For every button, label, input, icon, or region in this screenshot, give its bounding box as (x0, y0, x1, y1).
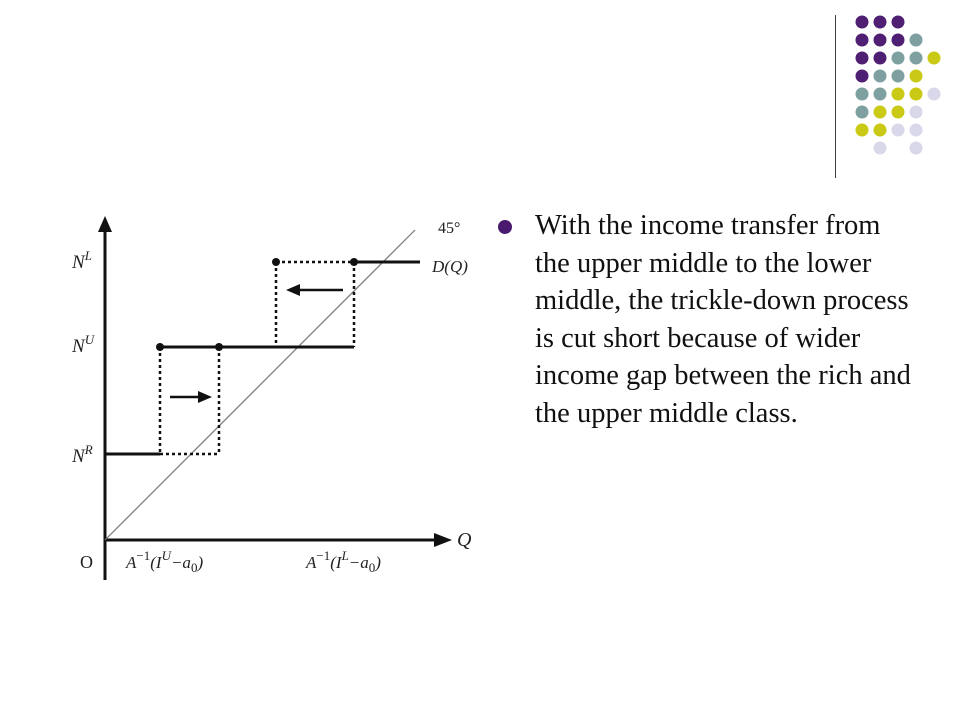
dot (856, 16, 869, 29)
dot (892, 124, 905, 137)
dot (892, 34, 905, 47)
dot (910, 142, 923, 155)
dot (910, 106, 923, 119)
dotted-box-upper (276, 262, 354, 347)
dot (910, 34, 923, 47)
dot (874, 34, 887, 47)
dot (892, 16, 905, 29)
node-dot (156, 343, 164, 351)
label-x2: $A^{-1}(I^L-a_0)$ (306, 548, 381, 575)
label-nl: $N^L$ (72, 248, 92, 273)
dot (928, 52, 941, 65)
label-nr: $N^R$ (72, 442, 93, 467)
dot (856, 106, 869, 119)
label-45-degree: 45° (438, 220, 461, 237)
dot (874, 88, 887, 101)
y-axis-arrowhead (98, 216, 112, 232)
trickle-down-diagram (60, 200, 490, 600)
bullet-text: With the income transfer from the upper middle to the lower middle, the trickle-down process is cut short because of wider income gap between the rich and the upper middle class. (535, 210, 911, 429)
node-dot (350, 258, 358, 266)
node-dot (215, 343, 223, 351)
arrow-left-icon (286, 284, 343, 296)
dot (892, 70, 905, 83)
dot (874, 16, 887, 29)
dot (910, 88, 923, 101)
dot (874, 70, 887, 83)
dot (910, 124, 923, 137)
label-nu: $N^U$ (72, 332, 95, 357)
dot (910, 70, 923, 83)
decorative-dot-grid (0, 0, 960, 180)
label-x1: $A^{-1}(I^U-a_0)$ (126, 548, 204, 575)
dot (856, 52, 869, 65)
dot (856, 124, 869, 137)
x-axis-arrowhead (434, 533, 452, 547)
label-origin: O (80, 552, 93, 572)
dot (874, 142, 887, 155)
node-dot (272, 258, 280, 266)
dot (856, 34, 869, 47)
dot (892, 88, 905, 101)
dot (892, 52, 905, 65)
dot (892, 106, 905, 119)
45-degree-line (105, 230, 415, 540)
dot (856, 88, 869, 101)
dotted-box-lower (160, 347, 219, 454)
dot (928, 88, 941, 101)
label-dq: D(Q) (432, 257, 468, 276)
dot (856, 70, 869, 83)
dot (874, 124, 887, 137)
divider-line (835, 15, 836, 178)
bullet-point-icon (498, 220, 512, 234)
label-q: Q (457, 529, 472, 551)
dot (874, 106, 887, 119)
dot (874, 52, 887, 65)
dot (910, 52, 923, 65)
arrow-right-icon (170, 391, 212, 403)
